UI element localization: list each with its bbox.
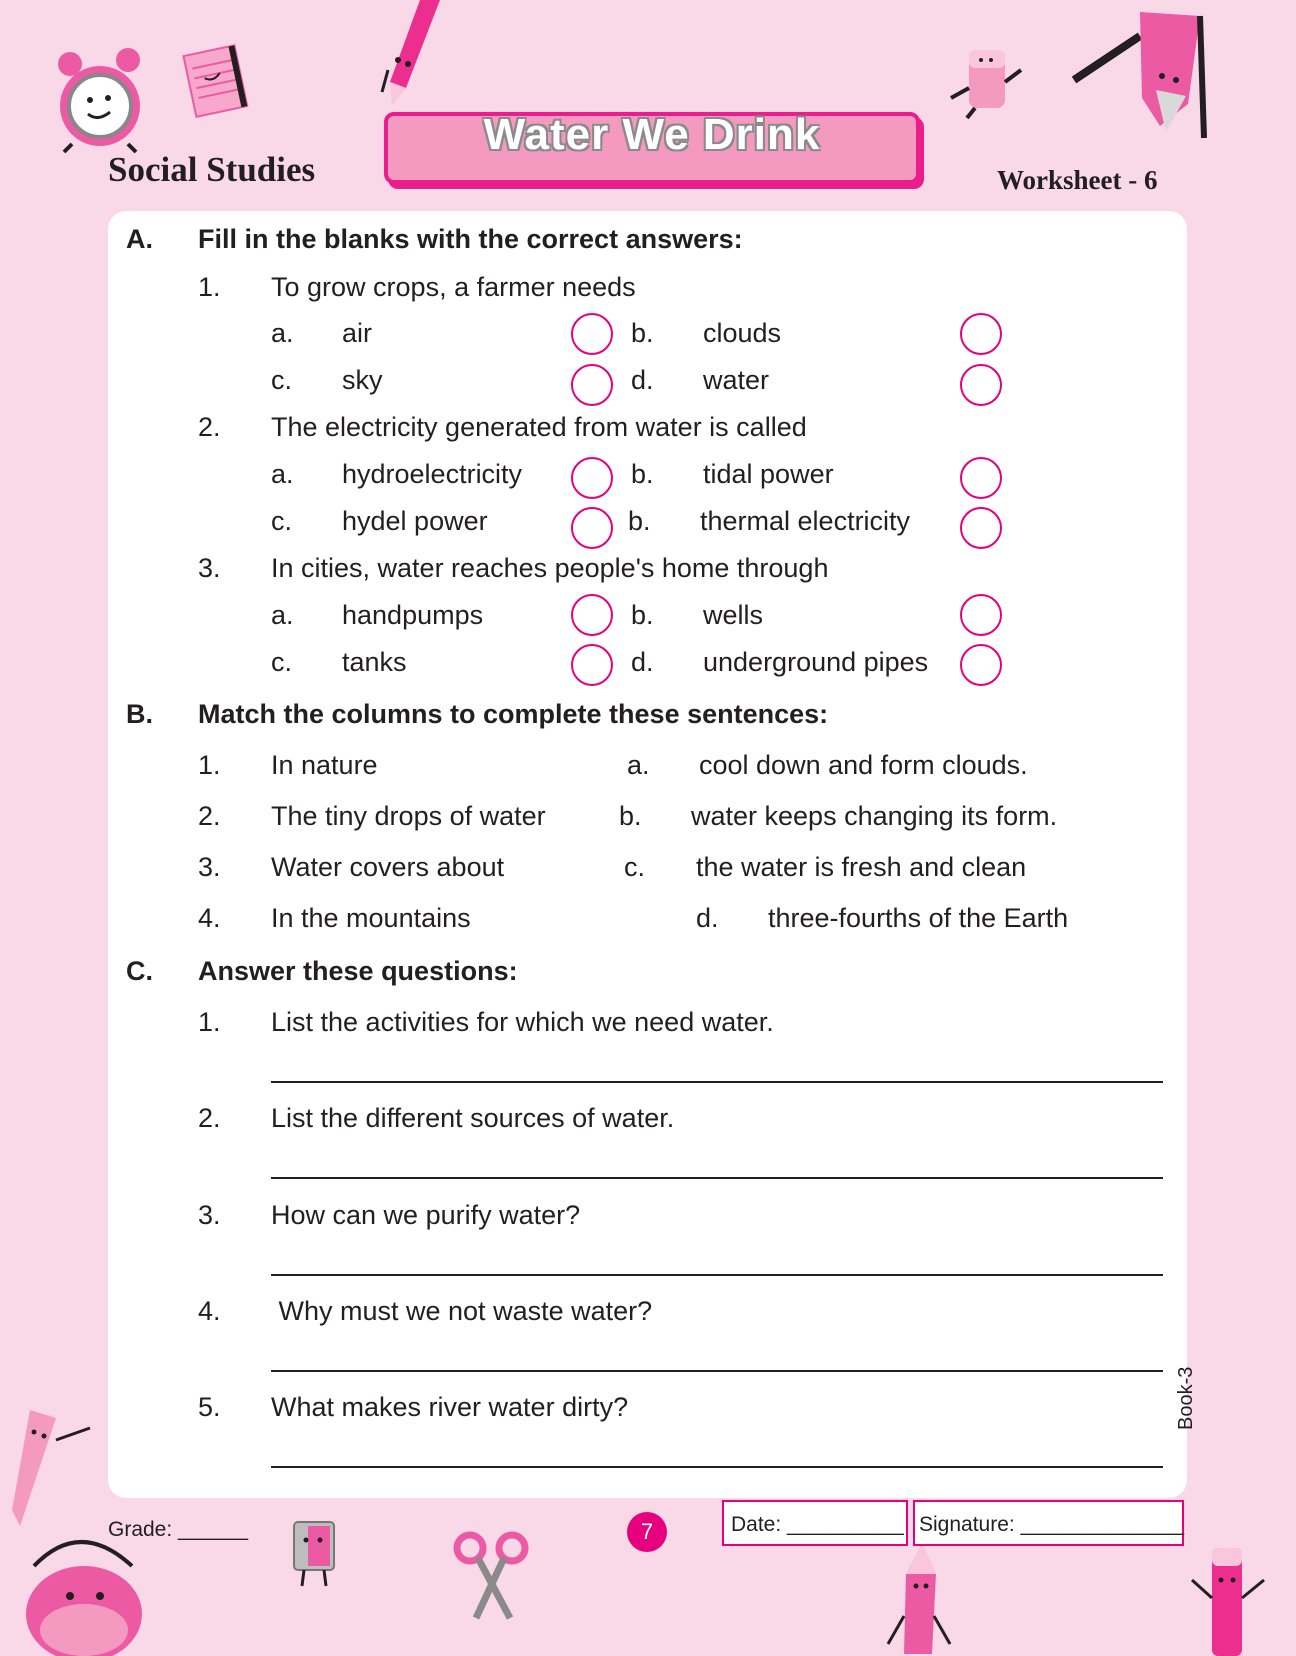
question-text: To grow crops, a farmer needs xyxy=(271,272,636,302)
match-right: the water is fresh and clean xyxy=(696,852,1027,882)
question-text: The electricity generated from water is called xyxy=(271,412,807,442)
match-number: 2. xyxy=(198,801,221,831)
option-letter: a. xyxy=(271,600,294,630)
answer-circle[interactable] xyxy=(571,457,613,499)
option-text: clouds xyxy=(703,318,782,348)
match-letter: d. xyxy=(696,903,719,933)
question-number: 1. xyxy=(198,272,221,302)
answer-line[interactable] xyxy=(271,1081,1163,1083)
match-number: 3. xyxy=(198,852,221,882)
date-box[interactable] xyxy=(722,1500,908,1546)
option-letter: a. xyxy=(271,459,294,489)
question-text: List the activities for which we need water. xyxy=(271,1007,774,1037)
pencil-character-icon xyxy=(1070,6,1220,146)
option-letter: a. xyxy=(271,318,294,348)
option-text: water xyxy=(703,365,770,395)
section-b-letter: B. xyxy=(126,699,153,729)
answer-circle[interactable] xyxy=(960,507,1002,549)
subject-label: Social Studies xyxy=(108,150,316,189)
alarm-clock-icon xyxy=(52,44,152,154)
eraser-icon xyxy=(945,42,1025,122)
section-a-letter: A. xyxy=(126,224,153,254)
answer-circle[interactable] xyxy=(571,594,613,636)
page-title: Water We Drink xyxy=(483,110,821,159)
answer-circle[interactable] xyxy=(960,457,1002,499)
worksheet-label: Worksheet - 6 xyxy=(997,165,1158,195)
grade-field[interactable]: Grade: ______ xyxy=(108,1518,249,1541)
question-number: 4. xyxy=(198,1296,221,1326)
option-text: underground pipes xyxy=(703,647,929,677)
option-letter: d. xyxy=(631,647,654,677)
option-letter: d. xyxy=(631,365,654,395)
option-text: thermal electricity xyxy=(700,506,911,536)
match-left: In the mountains xyxy=(271,903,471,933)
answer-circle[interactable] xyxy=(960,594,1002,636)
match-letter: c. xyxy=(624,852,646,882)
question-text: How can we purify water? xyxy=(271,1200,581,1230)
option-letter: b. xyxy=(631,600,654,630)
match-letter: a. xyxy=(627,750,650,780)
option-letter: c. xyxy=(271,365,293,395)
pencil-icon xyxy=(380,0,450,110)
answer-line[interactable] xyxy=(271,1274,1163,1276)
signature-label: Signature: ______________ xyxy=(919,1513,1185,1536)
match-number: 4. xyxy=(198,903,221,933)
section-a-heading: Fill in the blanks with the correct answers: xyxy=(198,224,743,254)
option-text: tanks xyxy=(342,647,407,677)
question-number: 5. xyxy=(198,1392,221,1422)
question-number: 2. xyxy=(198,1103,221,1133)
answer-line[interactable] xyxy=(271,1177,1163,1179)
answer-circle[interactable] xyxy=(571,644,613,686)
question-number: 2. xyxy=(198,412,221,442)
option-letter: b. xyxy=(628,506,651,536)
option-text: sky xyxy=(342,365,383,395)
pencil-icon xyxy=(884,1544,954,1656)
question-number: 1. xyxy=(198,1007,221,1037)
match-right: water keeps changing its form. xyxy=(691,801,1058,831)
option-text: tidal power xyxy=(703,459,834,489)
answer-circle[interactable] xyxy=(571,364,613,406)
match-right: three-fourths of the Earth xyxy=(768,903,1069,933)
answer-circle[interactable] xyxy=(960,644,1002,686)
match-left: In nature xyxy=(271,750,378,780)
section-c-heading: Answer these questions: xyxy=(198,956,518,986)
section-b-heading: Match the columns to complete these sentences: xyxy=(198,699,829,729)
answer-line[interactable] xyxy=(271,1466,1163,1468)
ruler-icon xyxy=(10,1410,100,1530)
section-c-letter: C. xyxy=(126,956,153,986)
answer-circle[interactable] xyxy=(571,313,613,355)
option-letter: b. xyxy=(631,459,654,489)
question-number: 3. xyxy=(198,1200,221,1230)
answer-line[interactable] xyxy=(271,1370,1163,1372)
option-text: wells xyxy=(703,600,764,630)
question-text: List the different sources of water. xyxy=(271,1103,675,1133)
page-number-badge: 7 xyxy=(627,1512,667,1552)
match-letter: b. xyxy=(619,801,642,831)
answer-circle[interactable] xyxy=(571,507,613,549)
pencil-sharpener-icon xyxy=(282,1518,352,1590)
pencil-icon xyxy=(1188,1540,1268,1656)
option-text: handpumps xyxy=(342,600,484,630)
notepad-icon xyxy=(176,44,256,124)
question-text: Why must we not waste water? xyxy=(271,1296,653,1326)
match-left: The tiny drops of water xyxy=(271,801,546,831)
book-label: Book-3 xyxy=(1175,1366,1197,1430)
option-text: hydroelectricity xyxy=(342,459,523,489)
match-left: Water covers about xyxy=(271,852,505,882)
option-letter: b. xyxy=(631,318,654,348)
option-text: air xyxy=(342,318,373,348)
question-number: 3. xyxy=(198,553,221,583)
date-label: Date: __________ xyxy=(731,1513,904,1536)
signature-box[interactable] xyxy=(913,1500,1184,1546)
match-number: 1. xyxy=(198,750,221,780)
option-letter: c. xyxy=(271,506,293,536)
option-text: hydel power xyxy=(342,506,488,536)
answer-circle[interactable] xyxy=(960,364,1002,406)
option-letter: c. xyxy=(271,647,293,677)
answer-circle[interactable] xyxy=(960,313,1002,355)
question-text: In cities, water reaches people's home through xyxy=(271,553,829,583)
match-right: cool down and form clouds. xyxy=(699,750,1028,780)
scissors-icon xyxy=(452,1530,532,1624)
question-text: What makes river water dirty? xyxy=(271,1392,629,1422)
